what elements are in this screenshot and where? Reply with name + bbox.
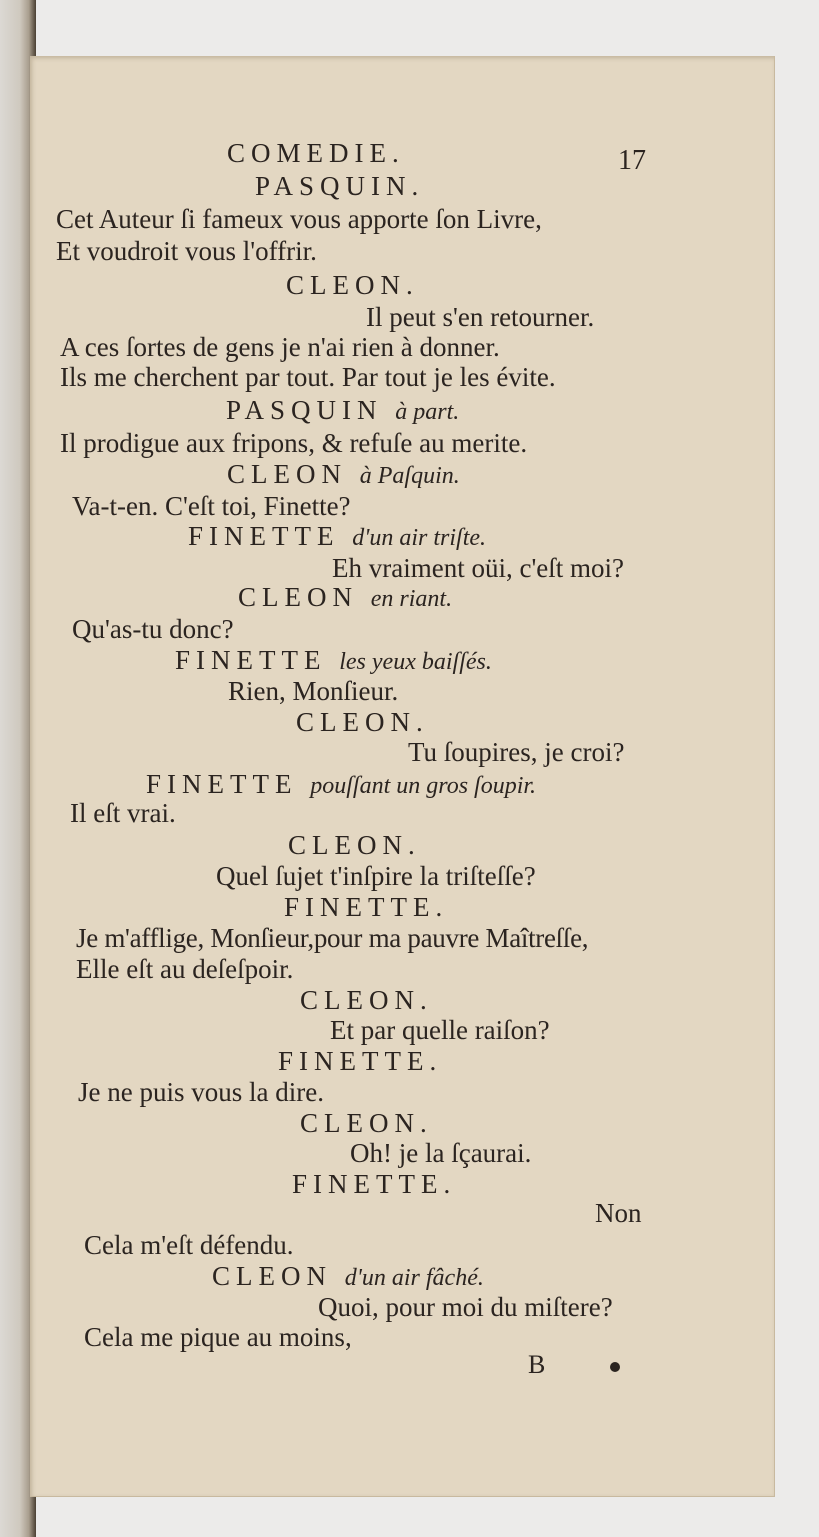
speaker-name: PASQUIN <box>226 395 383 425</box>
speaker-name: CLEON. <box>288 830 421 860</box>
speaker-line <box>226 395 459 427</box>
speaker-name: CLEON. <box>300 1108 433 1138</box>
speaker-line <box>284 892 448 922</box>
verse-line: Tu ſoupires, je croi? <box>408 737 625 767</box>
verse-line: Quoi, pour moi du miſtere? <box>318 1292 613 1322</box>
verse-line: Ils me cherchent par tout. Par tout je les évite. <box>60 362 556 392</box>
stage-direction: d'un air triſte. <box>352 525 487 551</box>
running-title: COMEDIE. <box>227 138 405 168</box>
speaker-name: CLEON <box>227 459 347 489</box>
speaker-line <box>296 707 429 737</box>
page-number: 17 <box>618 145 646 176</box>
verse-line: Et par quelle raiſon? <box>330 1015 550 1045</box>
stage-direction: pouſſant un gros ſoupir. <box>310 773 537 799</box>
verse-line: Il eſt vrai. <box>70 798 176 828</box>
speaker-line <box>212 1261 484 1293</box>
speaker-line <box>175 645 492 677</box>
speaker-line <box>278 1046 442 1076</box>
verse-line: Oh! je la ſçaurai. <box>350 1138 532 1168</box>
speaker-name: CLEON <box>212 1261 332 1291</box>
speaker-line <box>255 171 424 201</box>
speaker-name: FINETTE. <box>292 1169 457 1199</box>
speaker-line <box>292 1169 456 1199</box>
verse-line: A ces ſortes de gens je n'ai rien à donner. <box>60 332 500 362</box>
stage-direction: en riant. <box>370 586 453 612</box>
speaker-name: CLEON. <box>286 270 419 300</box>
speaker-line <box>238 582 452 614</box>
verse-line: Je ne puis vous la dire. <box>78 1077 324 1107</box>
stage-direction: à Paſquin. <box>359 463 460 489</box>
speaker-name: CLEON. <box>300 985 433 1015</box>
verse-line: Qu'as-tu donc? <box>72 614 234 644</box>
speaker-line <box>286 270 419 300</box>
stage-direction: d'un air fâché. <box>344 1265 484 1291</box>
verse-line: Rien, Monſieur. <box>228 676 399 706</box>
speaker-line <box>227 459 460 491</box>
speaker-line <box>188 521 486 553</box>
verse-line: Eh vraiment oüi, c'eſt moi? <box>332 553 625 583</box>
verse-line: Va-t-en. C'eſt toi, Finette? <box>72 491 351 521</box>
stage-direction: à part. <box>395 399 460 425</box>
verse-line: Cela m'eſt défendu. <box>84 1230 294 1260</box>
speaker-line <box>300 985 433 1015</box>
signature-mark: B <box>528 1350 546 1379</box>
verse-line: Cela me pique au moins, <box>84 1322 352 1352</box>
verse-line: Il peut s'en retourner. <box>366 302 595 332</box>
speaker-name: CLEON <box>238 582 358 612</box>
speaker-line <box>146 769 536 801</box>
speaker-name: FINETTE. <box>278 1046 443 1076</box>
verse-line: Il prodigue aux fripons, & refuſe au merite. <box>60 428 528 458</box>
speaker-name: FINETTE <box>188 521 340 551</box>
verse-line: Elle eſt au deſeſpoir. <box>76 954 294 984</box>
verse-line: Quel ſujet t'inſpire la triſteſſe? <box>216 861 536 891</box>
speaker-name: FINETTE <box>175 645 327 675</box>
verse-line: Et voudroit vous l'offrir. <box>56 236 317 266</box>
verse-line: Cet Auteur ſi fameux vous apporte ſon Livre, <box>56 204 542 234</box>
speaker-name: CLEON. <box>296 707 429 737</box>
speaker-name: FINETTE <box>146 769 298 799</box>
speaker-line <box>288 830 421 860</box>
speaker-name: PASQUIN. <box>255 171 425 201</box>
ink-dot <box>610 1362 620 1372</box>
book-page <box>30 56 775 1497</box>
verse-line: Non <box>595 1198 642 1228</box>
speaker-line <box>300 1108 433 1138</box>
speaker-name: FINETTE. <box>284 892 449 922</box>
verse-line: Je m'afflige, Monſieur,pour ma pauvre Maîtreſſe, <box>76 923 589 953</box>
stage-direction: les yeux baiſſés. <box>339 649 492 675</box>
